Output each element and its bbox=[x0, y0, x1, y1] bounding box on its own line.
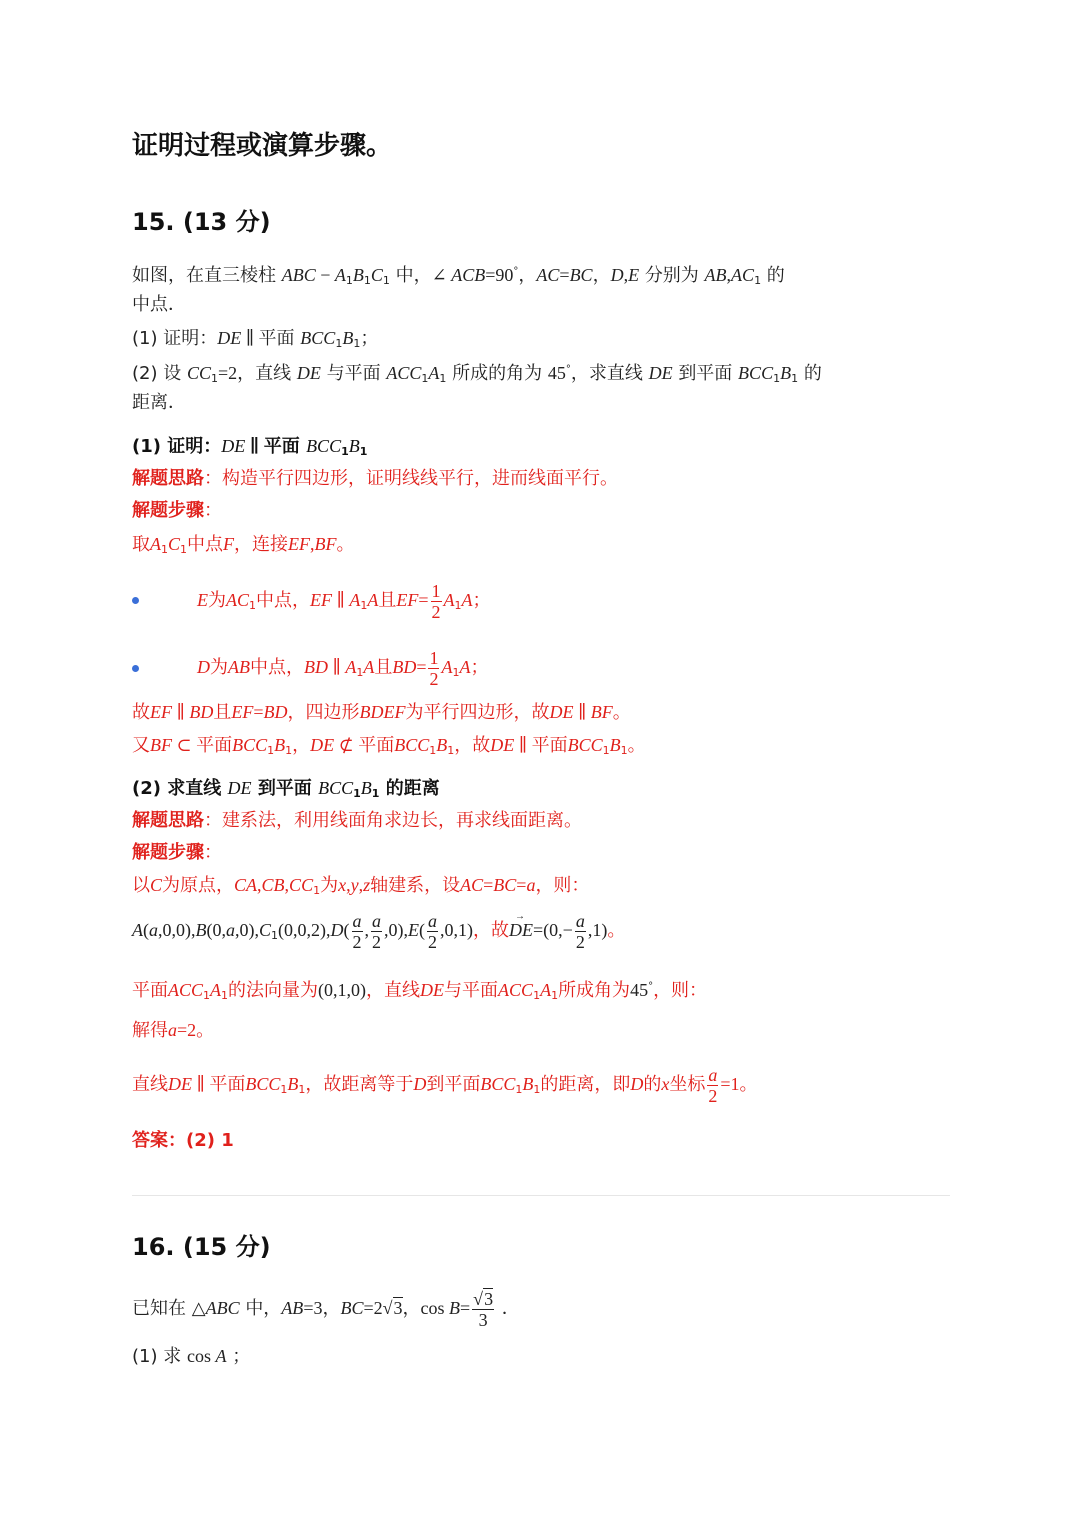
q16-part1: (1) 求 cos A ； bbox=[132, 1346, 251, 1367]
q15-part2-line1: (2) 设 $CC_1=2$，直线 DE 与平面 $ACC_1A_1$ 所成的角为 45°，求直线 DE 到平面 $BCC_1B_1$ 的 bbox=[132, 363, 822, 385]
sol1-take-midpoint: 取$A_1C_1$中点F，连接EF,BF。 bbox=[132, 534, 355, 556]
q15-part2-line2: 距离． bbox=[132, 392, 186, 413]
q15-answer: 答案：(2) 1 bbox=[132, 1130, 234, 1151]
sol1-conclusion: 又BF ⊂ 平面$BCC_1B_1$，DE ⊄ 平面$BCC_1B_1$，故DE ∥ 平面$BCC_1B_1$。 bbox=[132, 735, 646, 757]
sol2-coordinates: $A(a,0,0),B(0,a,0),C_1(0,0,2),D$( $\frac{a}{2}$ , $\frac{a}{2}$ ,0),E( $\frac{a}{2}$ ,0,1)，故→ DE=(0,− $\frac{a}{2}$ ,1)。 bbox=[132, 908, 625, 953]
sol2-steps-label: 解题步骤： bbox=[132, 842, 222, 863]
section-divider bbox=[132, 1195, 950, 1196]
q16-title: 16. (15 分) bbox=[132, 1233, 271, 1261]
sol1-bullet1: E为$AC_1$中点，EF ∥ $A_1A$且EF= $\frac{1}{2}$ $A_1A$； bbox=[197, 580, 491, 622]
sol2-normal-vector: 平面$ACC_1A_1$的法向量为(0,1,0)，直线DE与平面$ACC_1A_1$所成角为45°，则： bbox=[132, 980, 708, 1002]
sol1-bullet2: D为AB中点，BD ∥ $A_1A$且BD= $\frac{1}{2}$ $A_1A$； bbox=[197, 647, 489, 689]
q15-title: 15. (13 分) bbox=[132, 208, 271, 236]
section-heading: 证明过程或演算步骤。 bbox=[132, 131, 393, 161]
q15-part1: (1) 证明：DE ∥ 平面 $BCC_1B_1$； bbox=[132, 328, 379, 350]
sol2-heading: (2) 求直线 DE 到平面 $BCC_1B_1$ 的距离 bbox=[132, 778, 440, 800]
sol2-distance: 直线DE ∥ 平面$BCC_1B_1$，故距离等于D到平面$BCC_1B_1$的距离，即D的x坐标 $\frac{a}{2}$ =1。 bbox=[132, 1064, 758, 1106]
q16-stem: 已知在 △ABC 中，AB=3，BC=2√3，cos B= $\frac{√3}{3}$ ． bbox=[132, 1288, 520, 1330]
q15-stem-line2: 中点． bbox=[132, 294, 186, 315]
sol1-heading: (1) 证明：DE ∥ 平面 $BCC_1B_1$ bbox=[132, 436, 368, 458]
sol2-coordinate-system: 以C为原点，$CA,CB,CC_1$为x,y,z轴建系，设AC=BC=a，则： bbox=[132, 875, 590, 897]
q15-stem-line1: 如图，在直三棱柱 ABC − $A_1B_1C_1$ 中，∠ ACB=90°，AC=BC，D,E 分别为 $AB,AC_1$ 的 bbox=[132, 265, 785, 287]
sol1-idea: 解题思路：构造平行四边形，证明线线平行，进而线面平行。 bbox=[132, 468, 618, 489]
sol2-solve: 解得a=2。 bbox=[132, 1020, 215, 1041]
sol2-idea: 解题思路：建系法，利用线面角求边长，再求线面距离。 bbox=[132, 810, 582, 831]
sol1-steps-label: 解题步骤： bbox=[132, 500, 222, 521]
bullet-dot bbox=[132, 597, 139, 604]
bullet-dot bbox=[132, 665, 139, 672]
sol1-parallelogram: 故EF ∥ BD且EF=BD，四边形BDEF为平行四边形，故DE ∥ BF。 bbox=[132, 702, 631, 723]
